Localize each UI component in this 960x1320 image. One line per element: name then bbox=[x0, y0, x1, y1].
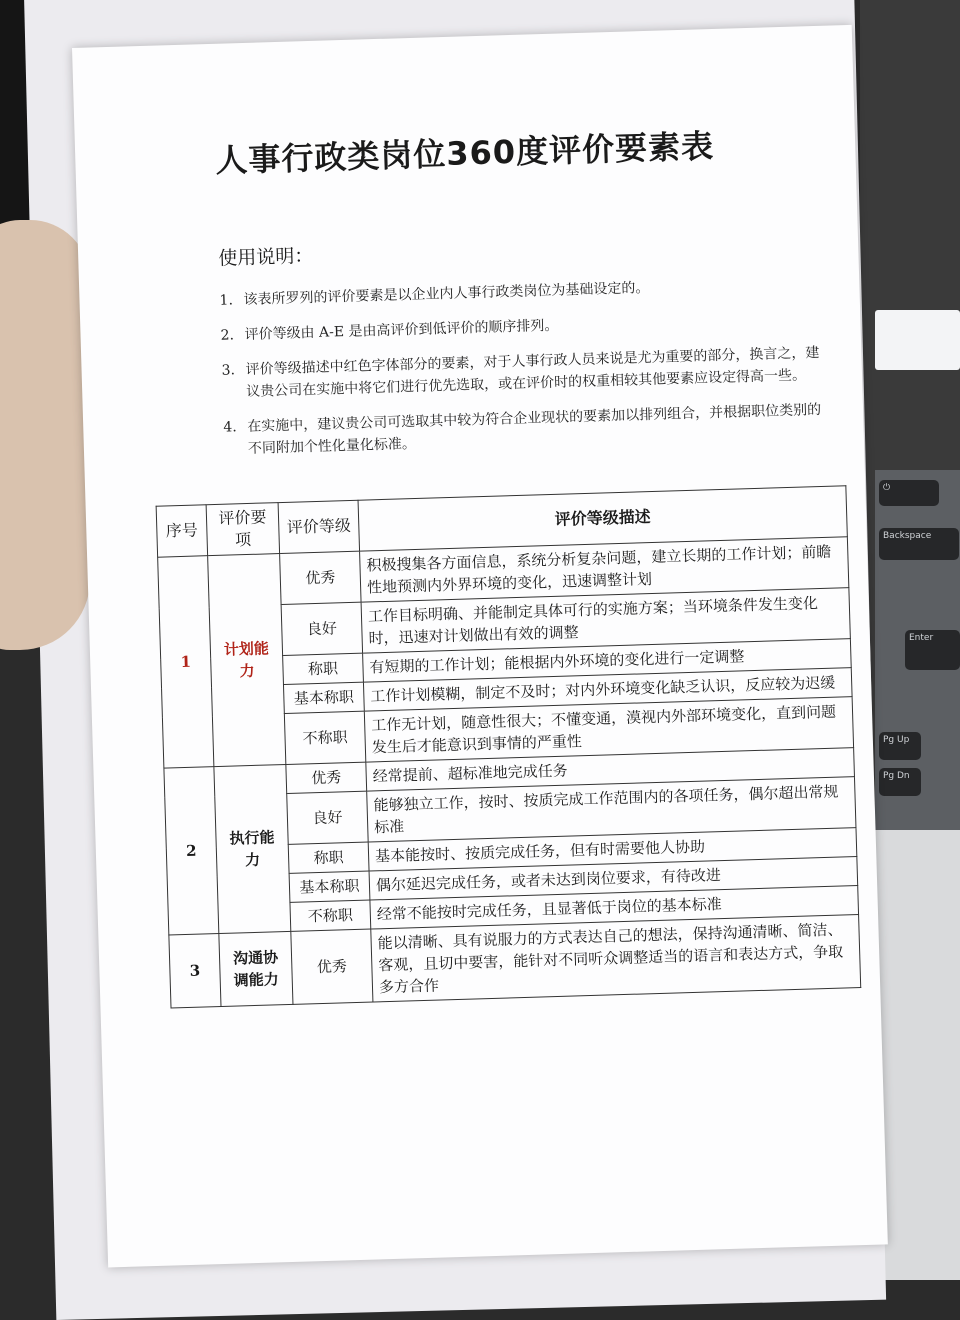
section-item: 计划能力 bbox=[208, 554, 286, 767]
document-page bbox=[72, 25, 888, 1268]
grade-cell: 良好 bbox=[281, 602, 362, 655]
instruction-item: 4. 在实施中，建议贵公司可选取其中较为符合企业现状的要素加以排列组合，并根据职位类别的不同附加个性化量化标准。 bbox=[223, 401, 822, 457]
instruction-item: 1. 该表所罗列的评价要素是以企业内人事行政类岗位为基础设定的。 bbox=[219, 279, 650, 309]
desc-cell: 经常提前、超标准地完成任务 bbox=[366, 748, 855, 791]
hand bbox=[0, 220, 90, 650]
page-title: 人事行政类岗位360度评价要素表 bbox=[214, 127, 715, 180]
desc-cell: 有短期的工作计划；能根据内外环境的变化进行一定调整 bbox=[363, 639, 852, 682]
header-item: 评价要项 bbox=[206, 503, 279, 556]
grade-cell: 优秀 bbox=[280, 551, 361, 604]
desc-cell: 偶尔延迟完成任务，或者未达到岗位要求，有待改进 bbox=[369, 857, 858, 900]
desc-cell: 能够独立工作，按时、按质完成工作范围内的各项任务，偶尔超出常规标准 bbox=[367, 777, 856, 842]
desc-cell: 工作目标明确、并能制定具体可行的实施方案；当环境条件发生变化时，迅速对计划做出有效的调整 bbox=[361, 588, 850, 653]
desc-cell: 基本能按时、按质完成任务，但有时需要他人协助 bbox=[368, 828, 857, 871]
backspace-key: Backspace bbox=[879, 528, 959, 560]
desc-cell: 工作无计划，随意性很大；不懂变通，漠视内外部环境变化，直到问题发生后才能意识到事情的严重性 bbox=[364, 697, 853, 762]
instruction-item: 2. 评价等级由 A-E 是由高评价到低评价的顺序排列。 bbox=[220, 317, 559, 344]
instructions-list bbox=[219, 272, 824, 474]
header-grade: 评价等级 bbox=[278, 500, 359, 553]
evaluation-table bbox=[156, 485, 862, 1008]
header-desc: 评价等级描述 bbox=[358, 486, 847, 551]
pgup-key: Pg Up bbox=[879, 732, 921, 760]
grade-cell: 称职 bbox=[288, 842, 369, 873]
section-item: 执行能力 bbox=[214, 764, 291, 933]
desc-cell: 能以清晰、具有说服力的方式表达自己的想法，保持沟通清晰、简洁、客观，且切中要害，能针对不同听众调整适当的语言和表达方式，争取多方合作 bbox=[371, 915, 861, 1002]
grade-cell: 良好 bbox=[287, 791, 368, 844]
section-number: 3 bbox=[169, 934, 221, 1008]
section-item: 沟通协调能力 bbox=[219, 931, 293, 1006]
grade-cell: 基本称职 bbox=[289, 871, 370, 902]
power-key: ⏻ bbox=[879, 480, 939, 506]
desc-cell: 积极搜集各方面信息，系统分析复杂问题，建立长期的工作计划；前瞻性地预测内外界环境的变化，迅速调整计划 bbox=[360, 537, 849, 602]
grade-cell: 不称职 bbox=[284, 711, 365, 764]
instruction-item: 3. 评价等级描述中红色字体部分的要素，对于人事行政人员来说是尤为重要的部分，换言之，建议贵公司在实施中将它们进行优先选取，或在评价时的权重相较其他要素应设定得高一些。 bbox=[221, 344, 820, 400]
background-keyboard bbox=[875, 470, 960, 830]
header-num: 序号 bbox=[156, 505, 207, 557]
pgdn-key: Pg Dn bbox=[879, 768, 921, 796]
grade-cell: 优秀 bbox=[291, 929, 373, 1004]
grade-cell: 不称职 bbox=[290, 900, 371, 931]
grade-cell: 基本称职 bbox=[283, 682, 364, 713]
background-laptop-screen bbox=[875, 310, 960, 370]
section-number: 1 bbox=[158, 556, 214, 768]
section-number: 2 bbox=[164, 767, 219, 935]
desc-cell: 工作计划模糊，制定不及时；对内外环境变化缺乏认识，反应较为迟缓 bbox=[363, 668, 852, 711]
instructions-heading: 使用说明： bbox=[217, 244, 314, 270]
grade-cell: 称职 bbox=[283, 653, 364, 684]
grade-cell: 优秀 bbox=[286, 762, 367, 793]
desc-cell: 经常不能按时完成任务，且显著低于岗位的基本标准 bbox=[370, 886, 859, 929]
enter-key: Enter bbox=[905, 630, 960, 670]
